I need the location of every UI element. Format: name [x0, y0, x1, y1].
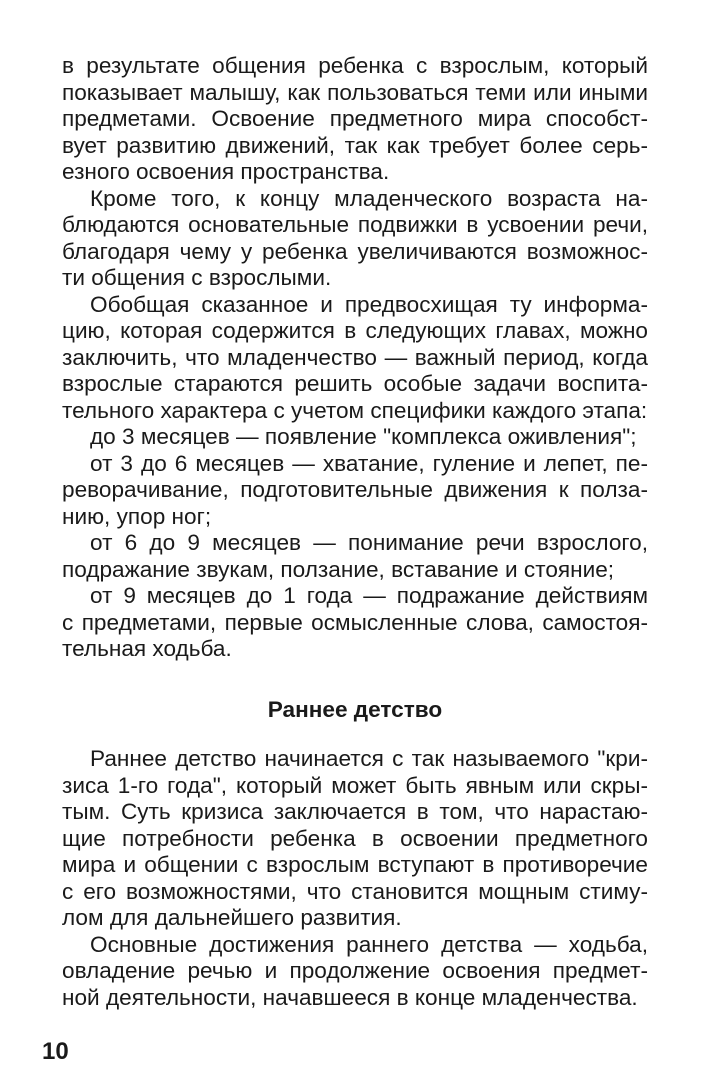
text-line: показывает малышу, как пользоваться теми или иными — [62, 79, 648, 105]
paragraph — [62, 530, 648, 583]
text-line: тельная ходьба. — [62, 636, 232, 661]
text-line: ной деятельности, начавшееся в конце младенчества. — [62, 984, 638, 1010]
text-line: реворачивание, подготовительные движения к ползa- — [62, 477, 648, 502]
text-line: Основные достижения раннего детства — ходьба, — [90, 931, 648, 957]
page-body — [62, 53, 648, 1011]
text-line: мира и общении с взрослым вступают в противоречие — [62, 852, 648, 877]
text-line: в результате общения ребенка с взрослым, который — [62, 53, 648, 78]
text-line: нию, упор ног; — [62, 503, 212, 529]
text-line: благодаря чему у ребенка увеличиваются возможнос- — [62, 238, 648, 264]
text-line: тельного характера с учетом специфики каждого этапа: — [62, 397, 648, 423]
text-block-after — [62, 746, 648, 1011]
text-line: заключить, что младенчество — важный период, когда — [62, 344, 648, 370]
text-line: зиса 1-го года", который может быть явным или скры- — [62, 772, 648, 798]
paragraph — [62, 932, 648, 1012]
paragraph — [62, 583, 648, 663]
text-line: блюдаются основательные подвижки в усвоении речи, — [62, 212, 648, 237]
text-line: щие потребности ребенка в освоении предметного — [62, 825, 648, 851]
text-line: лом для дальнейшего развития. — [62, 905, 402, 930]
text-line: предметами. Освоение предметного мира способст- — [62, 106, 648, 131]
text-line: езного освоения пространства. — [62, 159, 390, 184]
text-line: от 3 до 6 месяцев — хватание, гуление и лепет, пе- — [90, 450, 648, 476]
paragraph — [62, 186, 648, 292]
paragraph — [62, 53, 648, 186]
text-line: Кроме того, к концу младенческого возраста на- — [90, 185, 648, 211]
text-line: с его возможностями, что становится мощным стиму- — [62, 878, 648, 904]
text-line: от 9 месяцев до 1 года — подражание действиям — [90, 583, 648, 608]
page-number: 10 — [42, 1038, 69, 1065]
paragraph — [62, 451, 648, 531]
text-line: ти общения с взрослыми. — [62, 265, 332, 290]
paragraph — [62, 424, 648, 451]
text-line: до 3 месяцев — появление "комплекса оживления"; — [90, 424, 637, 449]
section-heading: Раннее детство — [267, 696, 443, 722]
text-line: вует развитию движений, так как требует более серь- — [62, 132, 648, 158]
text-line: тым. Суть кризиса заключается в том, что нарастаю- — [62, 799, 648, 824]
paragraph — [62, 746, 648, 932]
text-line: Обобщая сказанное и предвосхищая ту информа- — [90, 291, 648, 317]
text-block-before — [62, 53, 648, 663]
text-line: от 6 до 9 месяцев — понимание речи взрослого, — [90, 530, 648, 555]
text-line: цию, которая содержится в следующих главах, можно — [62, 318, 648, 343]
paragraph — [62, 292, 648, 425]
text-line: с предметами, первые осмысленные слова, самостоя- — [62, 609, 648, 635]
text-line: подражание звукам, ползание, вставание и стояние; — [62, 556, 615, 582]
text-line: Раннее детство начинается с так называемого "кри- — [90, 746, 648, 771]
text-line: взрослые стараются решить особые задачи воспита- — [62, 371, 648, 396]
text-line: овладение речью и продолжение освоения предмет- — [62, 958, 648, 983]
